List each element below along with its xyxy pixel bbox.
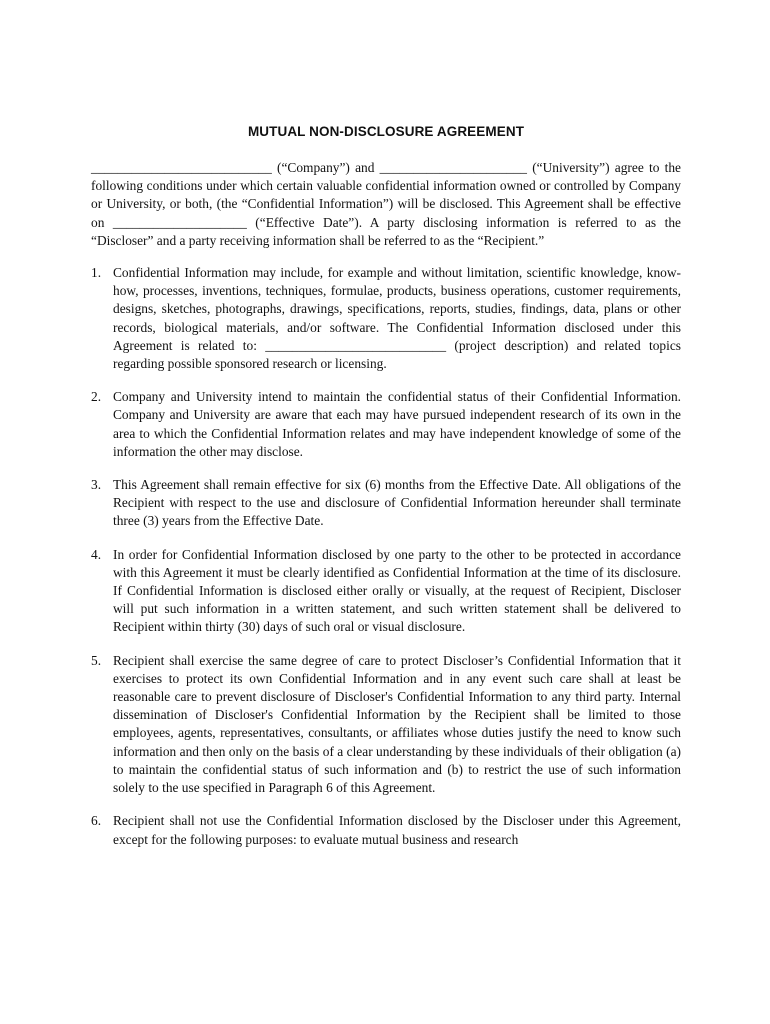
list-item-text: Recipient shall not use the Confidential Information disclosed by the Discloser under this Agreement, except for the following purposes: to evaluate mutual business and research (113, 813, 681, 847)
list-item-number: 5. (91, 652, 102, 668)
list-item-number: 1. (91, 265, 102, 281)
list-item (91, 264, 681, 373)
list-item-number: 4. (91, 546, 102, 562)
document-page (91, 124, 681, 864)
numbered-list (91, 264, 681, 849)
list-item-number: 2. (91, 389, 102, 405)
list-item (91, 652, 681, 798)
list-item-text: This Agreement shall remain effective for six (6) months from the Effective Date. All obligations of the Recipient with respect to the use and disclosure of Confidential Information hereunder shall terminate three (3) years from the Effective Date. (113, 477, 681, 529)
list-item (91, 388, 681, 461)
list-item-number: 3. (91, 477, 102, 493)
list-item-text: Recipient shall exercise the same degree of care to protect Discloser’s Confidential Information that it exercises to protect its own Confidential Information and in any event such care shall at least be reasonable care to prevent disclosure of Discloser's Confidential Information to any third party. Internal dissemination of Discloser's Confidential Information by the Recipient shall be limited to those employees, agents, representatives, consultants, or affiliates whose duties justify the need to know such information and then only on the basis of a clear understanding by these individuals of their obligation (a) to maintain the confidential status of such information and (b) to restrict the use of such information solely to the use specified in Paragraph 6 of this Agreement. (113, 652, 681, 796)
list-item (91, 812, 681, 848)
list-item-text: In order for Confidential Information disclosed by one party to the other to be protected in accordance with this Agreement it must be clearly identified as Confidential Information at the time of its disclosure. If Confidential Information is disclosed either orally or visually, at the request of Recipient, Discloser will put such information in a written statement, and such written statement shall be delivered to Recipient within thirty (30) days of such oral or visual disclosure. (113, 546, 681, 635)
intro-paragraph: ___________________________ (“Company”) and ______________________ (“University”) agree to the following conditions under which certain valuable confidential information owned or controlled by Company or University, or both, (the “Confidential Information”) will be disclosed. This Agreement shall be effective on ____________________ (“Effective Date”). A party disclosing information is referred to as the “Discloser” and a party receiving information shall be referred to as the “Recipient.” (91, 160, 681, 248)
list-item (91, 476, 681, 531)
document-title: MUTUAL NON-DISCLOSURE AGREEMENT (247, 124, 525, 139)
list-item (91, 546, 681, 637)
list-item-number: 6. (91, 813, 102, 829)
list-item-text: Company and University intend to maintain the confidential status of their Confidential Information. Company and University are aware that each may have pursued independent research of its own in the area to which the Confidential Information relates and may have independent knowledge of some of the information the other may disclose. (113, 389, 681, 459)
list-item-text: Confidential Information may include, for example and without limitation, scientific knowledge, know-how, processes, inventions, techniques, formulae, products, business operations, customer requirements, designs, sketches, photographs, drawings, specifications, reports, studies, findings, data, plans or other records, biological materials, and/or software. The Confidential Information disclosed under this Agreement is related to: ___________________________ (project description) and related topics regarding possible sponsored research or licensing. (113, 265, 681, 372)
